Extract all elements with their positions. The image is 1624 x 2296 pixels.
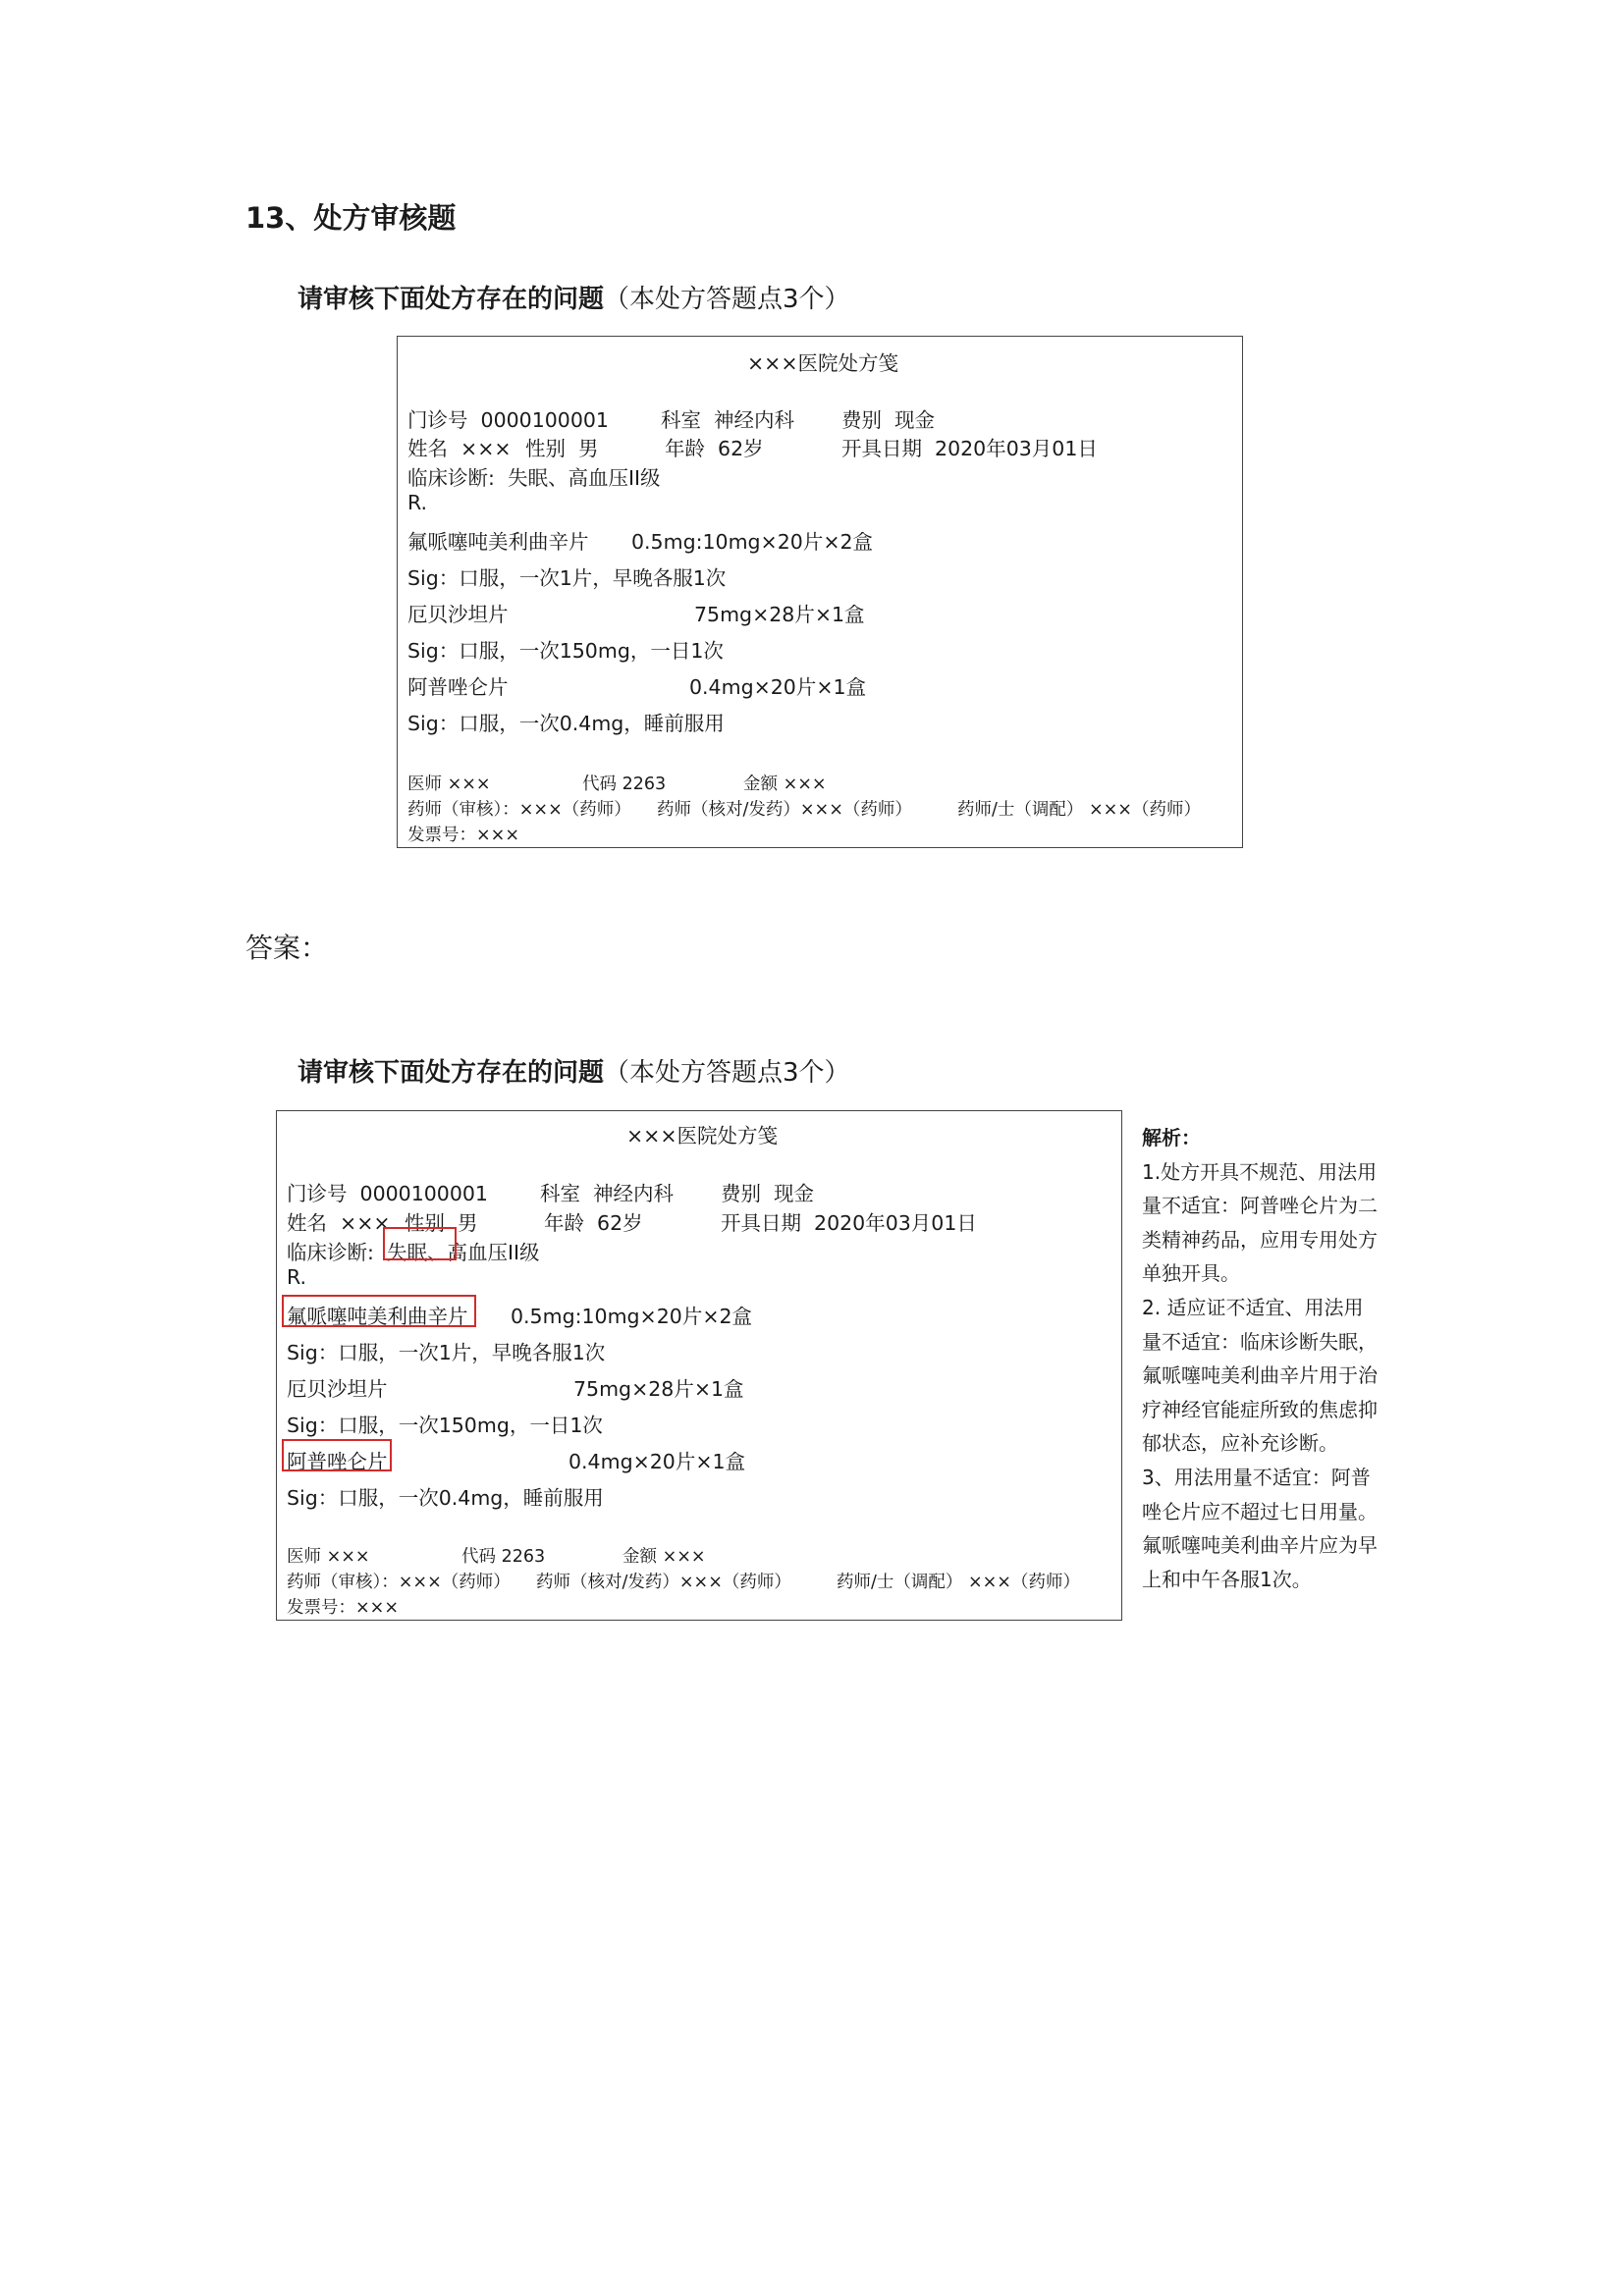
question-instruction xyxy=(298,279,850,315)
answer-label: 答案： xyxy=(245,932,329,964)
highlight-drug-flupentixol xyxy=(282,1295,476,1327)
prescription-header: ×××医院处方笺 xyxy=(626,1124,779,1148)
instruction-note: （本处方答题点3个） xyxy=(604,285,850,314)
answer-prescription-form xyxy=(276,1110,1122,1621)
pharmacist-dispense: 药师/士（调配） ×××（药师） xyxy=(957,800,1201,820)
pharmacist-review: 药师（审核）：×××（药师） xyxy=(407,800,631,820)
drug-2-sig: Sig：口服，一次150mg，一日1次 xyxy=(407,639,724,663)
drug-2-spec: 75mg×28片×1盒 xyxy=(694,603,865,626)
drug-3-name: 阿普唑仑片 xyxy=(287,1450,388,1473)
drug-1-spec: 0.5mg:10mg×20片×2盒 xyxy=(511,1305,753,1328)
instruction-text: 请审核下面处方存在的问题 xyxy=(298,285,605,314)
drug-3-sig: Sig：口服，一次0.4mg，睡前服用 xyxy=(287,1486,604,1510)
code: 代码 2263 xyxy=(461,1547,546,1567)
issue-date: 开具日期 2020年03月01日 xyxy=(721,1211,977,1235)
analysis-title: 解析： xyxy=(1142,1126,1201,1149)
doctor: 医师 ××× xyxy=(407,774,491,794)
drug-3-sig: Sig：口服，一次0.4mg，睡前服用 xyxy=(407,712,725,735)
pharmacist-check: 药师（核对/发药）×××（药师） xyxy=(536,1573,791,1592)
drug-3-spec: 0.4mg×20片×1盒 xyxy=(689,675,867,699)
fee-type: 费别 现金 xyxy=(841,408,936,432)
department: 科室 神经内科 xyxy=(540,1182,675,1205)
analysis-point-2: 2. 适应证不适宜、用法用量不适宜：临床诊断失眠，氟哌噻吨美利曲辛片用于治疗神经官能症所致的焦虑抑郁状态，应补充诊断。 xyxy=(1142,1295,1378,1456)
analysis-point-3: 3、用法用量不适宜：阿普唑仑片应不超过七日用量。氟哌噻吨美利曲辛片应为早上和中午各服1次。 xyxy=(1142,1465,1378,1591)
highlight-drug-alprazolam xyxy=(282,1439,392,1471)
issue-date: 开具日期 2020年03月01日 xyxy=(841,437,1098,460)
patient-sex: 性别 男 xyxy=(525,437,599,460)
prescription-form xyxy=(397,336,1243,848)
clinical-diagnosis: 临床诊断: 失眠、高血压II级 xyxy=(287,1241,540,1264)
amount: 金额 ××× xyxy=(743,774,827,794)
drug-1-sig: Sig：口服，一次1片，早晚各服1次 xyxy=(407,566,727,590)
question-title: 13、处方审核题 xyxy=(245,201,457,235)
patient-name: 姓名 ××× xyxy=(407,437,512,460)
drug-3-name: 阿普唑仑片 xyxy=(407,675,509,699)
clinical-diagnosis: 临床诊断: 失眠、高血压II级 xyxy=(407,466,661,490)
patient-name: 姓名 ××× xyxy=(287,1211,391,1235)
drug-1-name: 氟哌噻吨美利曲辛片 xyxy=(287,1305,468,1328)
patient-sex: 性别 男 xyxy=(405,1211,478,1235)
drug-2-name: 厄贝沙坦片 xyxy=(407,603,509,626)
answer-instruction xyxy=(298,1052,850,1089)
department: 科室 神经内科 xyxy=(661,408,795,432)
analysis-point-1: 1.处方开具不规范、用法用量不适宜：阿普唑仑片为二类精神药品，应用专用处方单独开具。 xyxy=(1142,1159,1378,1286)
instruction-text: 请审核下面处方存在的问题 xyxy=(298,1058,605,1088)
prescription-header: ×××医院处方笺 xyxy=(747,351,899,375)
pharmacist-check: 药师（核对/发药）×××（药师） xyxy=(657,800,912,820)
drug-1-name: 氟哌噻吨美利曲辛片 xyxy=(407,530,589,554)
patient-age: 年龄 62岁 xyxy=(665,437,764,460)
pharmacist-review: 药师（审核）：×××（药师） xyxy=(287,1573,511,1592)
amount: 金额 ××× xyxy=(623,1547,706,1567)
invoice-number: 发票号：××× xyxy=(287,1598,399,1618)
drug-3-spec: 0.4mg×20片×1盒 xyxy=(568,1450,746,1473)
drug-2-name: 厄贝沙坦片 xyxy=(287,1377,388,1401)
drug-1-sig: Sig：口服，一次1片，早晚各服1次 xyxy=(287,1341,606,1364)
invoice-number: 发票号：××× xyxy=(407,826,519,845)
drug-2-spec: 75mg×28片×1盒 xyxy=(573,1377,744,1401)
drug-1-spec: 0.5mg:10mg×20片×2盒 xyxy=(631,530,874,554)
doctor: 医师 ××× xyxy=(287,1547,370,1567)
patient-age: 年龄 62岁 xyxy=(544,1211,643,1235)
clinic-number: 门诊号 0000100001 xyxy=(287,1182,488,1205)
rx-symbol: R. xyxy=(407,491,428,514)
pharmacist-dispense: 药师/士（调配） ×××（药师） xyxy=(837,1573,1080,1592)
code: 代码 2263 xyxy=(582,774,667,794)
rx-symbol: R. xyxy=(287,1265,307,1289)
analysis-panel xyxy=(1142,1121,1378,1596)
drug-2-sig: Sig：口服，一次150mg，一日1次 xyxy=(287,1414,603,1437)
fee-type: 费别 现金 xyxy=(721,1182,815,1205)
instruction-note: （本处方答题点3个） xyxy=(604,1058,850,1088)
clinic-number: 门诊号 0000100001 xyxy=(407,408,609,432)
highlight-diagnosis-insomnia xyxy=(383,1227,457,1260)
